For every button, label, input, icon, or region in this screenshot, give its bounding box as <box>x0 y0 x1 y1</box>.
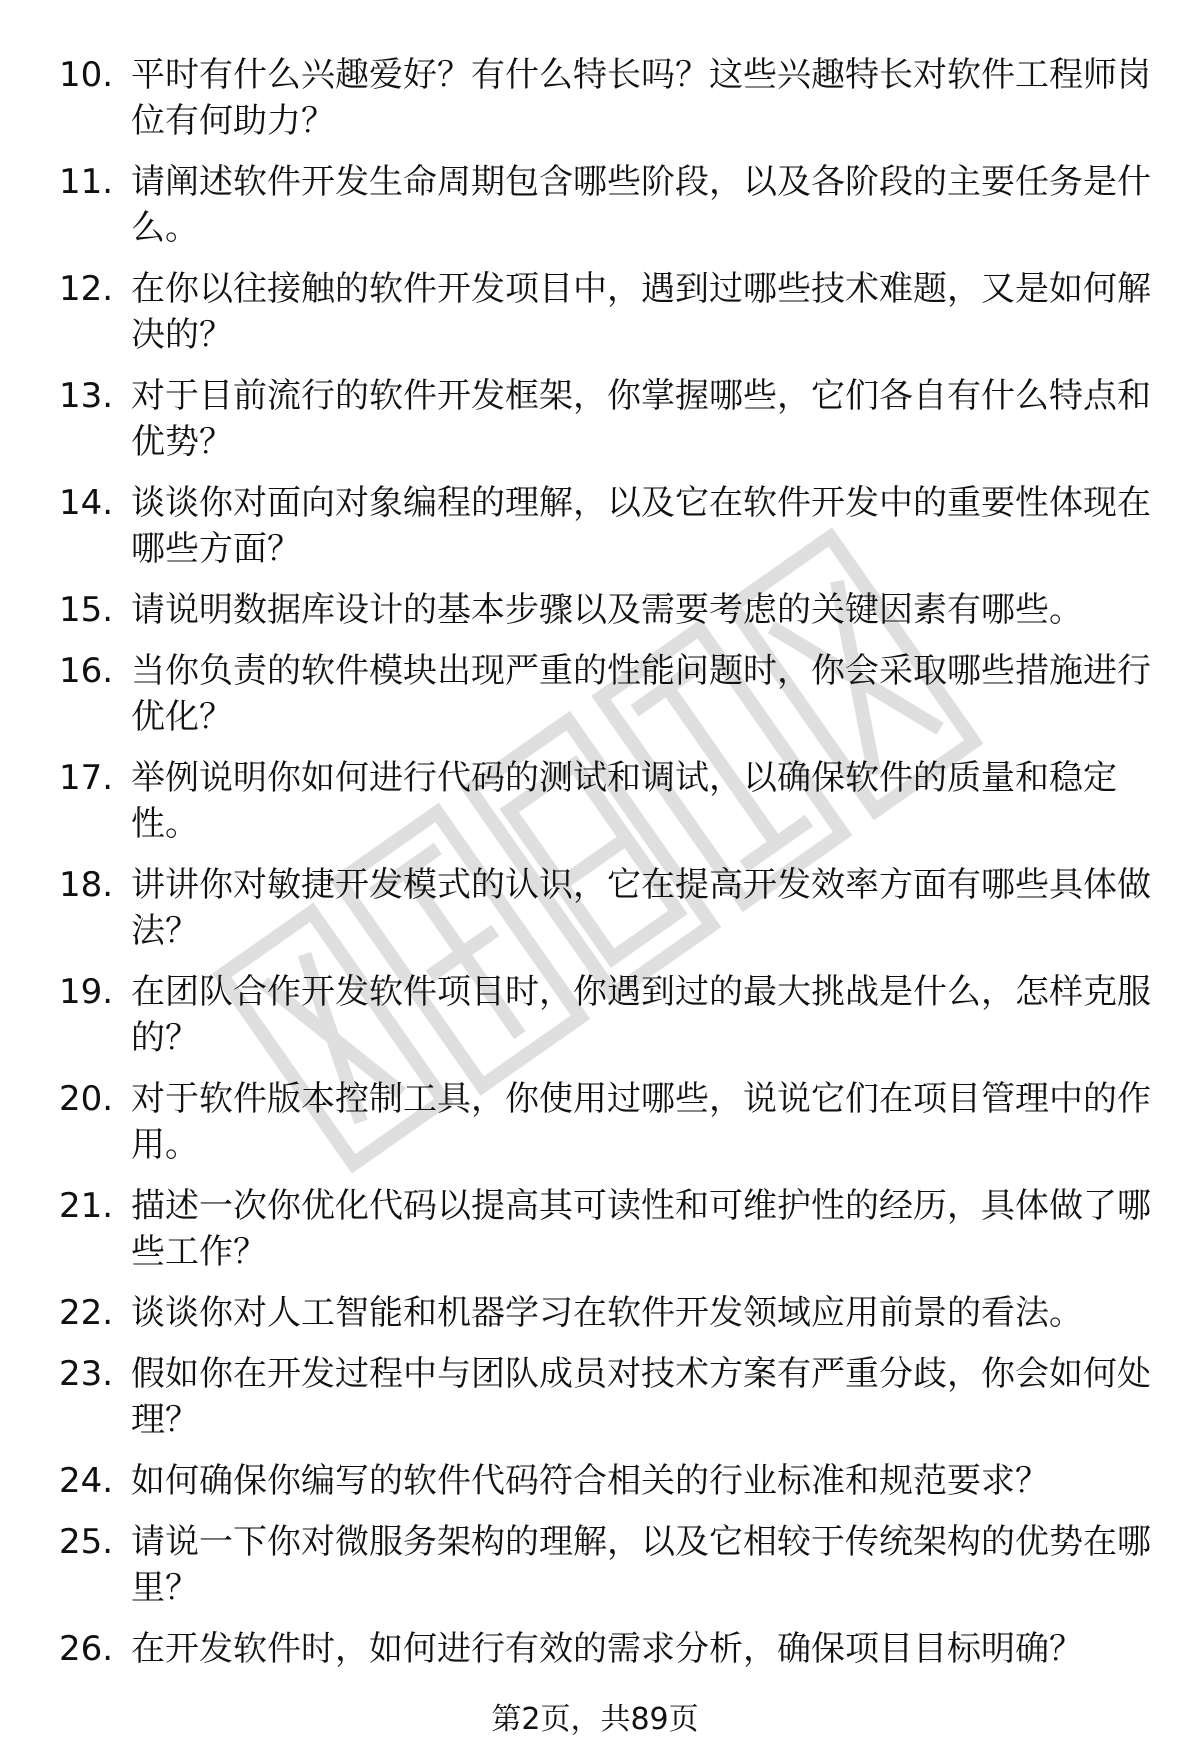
question-item <box>0 755 1190 847</box>
question-number: 22. <box>59 1293 114 1333</box>
question-text: 谈谈你对人工智能和机器学习在软件开发领域应用前景的看法。 <box>131 1293 1083 1333</box>
question-text: 对于软件版本控制工具，你使用过哪些，说说它们在项目管理中的作用。 <box>131 1079 1151 1165</box>
question-text: 在开发软件时，如何进行有效的需求分析，确保项目目标明确？ <box>131 1629 1083 1669</box>
question-number: 14. <box>59 483 114 523</box>
question-number: 24. <box>59 1461 114 1501</box>
question-text: 举例说明你如何进行代码的测试和调试，以确保软件的质量和稳定性。 <box>131 758 1117 844</box>
question-number: 19. <box>59 972 114 1012</box>
question-text: 平时有什么兴趣爱好？有什么特长吗？这些兴趣特长对软件工程师岗位有何助力？ <box>131 55 1151 141</box>
question-item <box>0 969 1190 1061</box>
question-number: 21. <box>59 1186 114 1226</box>
question-text: 在团队合作开发软件项目时，你遇到过的最大挑战是什么，怎样克服的？ <box>131 972 1151 1058</box>
question-number: 10. <box>59 55 114 95</box>
page-footer: 第2页，共89页 <box>491 1702 699 1737</box>
question-number: 26. <box>59 1629 114 1669</box>
question-text: 描述一次你优化代码以提高其可读性和可维护性的经历，具体做了哪些工作？ <box>131 1186 1151 1272</box>
question-item <box>0 159 1190 251</box>
question-item <box>0 587 1190 633</box>
question-item <box>0 1519 1190 1611</box>
question-item <box>0 480 1190 572</box>
question-text: 如何确保你编写的软件代码符合相关的行业标准和规范要求？ <box>131 1461 1049 1501</box>
question-number: 11. <box>59 162 114 202</box>
question-text: 请阐述软件开发生命周期包含哪些阶段，以及各阶段的主要任务是什么。 <box>131 162 1151 248</box>
question-text: 请说一下你对微服务架构的理解，以及它相较于传统架构的优势在哪里？ <box>131 1522 1151 1608</box>
question-item <box>0 373 1190 465</box>
question-text: 谈谈你对面向对象编程的理解，以及它在软件开发中的重要性体现在哪些方面？ <box>131 483 1151 569</box>
question-text: 假如你在开发过程中与团队成员对技术方案有严重分歧，你会如何处理？ <box>131 1354 1151 1440</box>
question-item <box>0 1351 1190 1443</box>
question-item <box>0 1076 1190 1168</box>
question-number: 16. <box>59 651 114 691</box>
question-number: 17. <box>59 758 114 798</box>
question-number: 25. <box>59 1522 114 1562</box>
question-text: 对于目前流行的软件开发框架，你掌握哪些，它们各自有什么特点和优势？ <box>131 376 1151 462</box>
question-number: 12. <box>59 269 114 309</box>
question-number: 23. <box>59 1354 114 1394</box>
question-text: 请说明数据库设计的基本步骤以及需要考虑的关键因素有哪些。 <box>131 590 1083 630</box>
question-text: 讲讲你对敏捷开发模式的认识，它在提高开发效率方面有哪些具体做法？ <box>131 865 1151 951</box>
question-number: 20. <box>59 1079 114 1119</box>
question-item <box>0 1458 1190 1504</box>
question-item <box>0 1290 1190 1336</box>
question-item <box>0 1183 1190 1275</box>
question-item <box>0 862 1190 954</box>
question-number: 15. <box>59 590 114 630</box>
question-item <box>0 648 1190 740</box>
question-number: 18. <box>59 865 114 905</box>
question-number: 13. <box>59 376 114 416</box>
question-text: 在你以往接触的软件开发项目中，遇到过哪些技术难题，又是如何解决的？ <box>131 269 1151 355</box>
question-item <box>0 52 1190 144</box>
question-item <box>0 266 1190 358</box>
question-item <box>0 1626 1190 1672</box>
question-text: 当你负责的软件模块出现严重的性能问题时，你会采取哪些措施进行优化？ <box>131 651 1151 737</box>
question-list <box>0 52 1190 1687</box>
